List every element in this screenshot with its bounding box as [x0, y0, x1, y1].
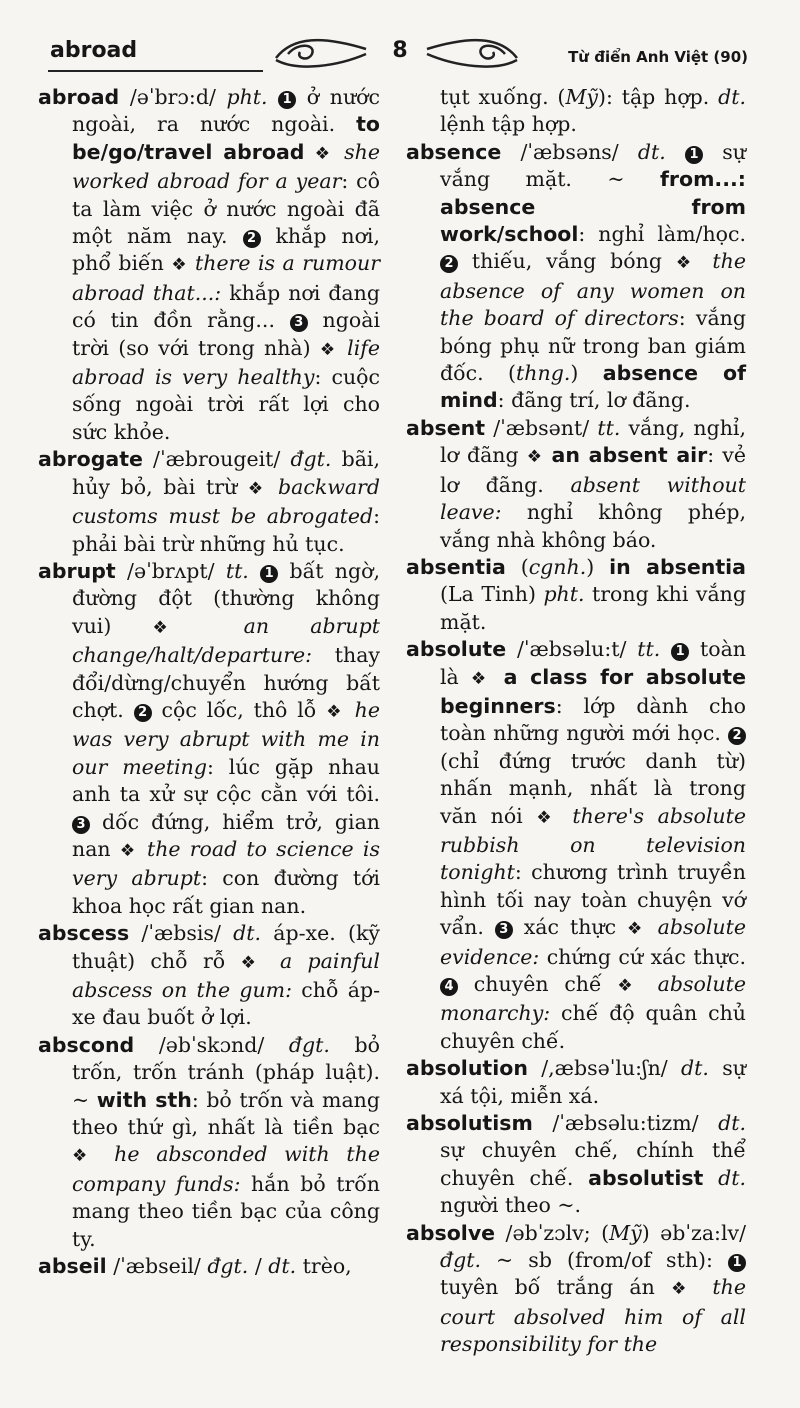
text	[696, 1275, 712, 1299]
sense-number-icon: 2	[134, 704, 152, 722]
entry-absolutism	[406, 1110, 746, 1220]
example-marker-icon: ❖	[247, 478, 268, 499]
text: khắp nơi, phổ biến	[72, 224, 381, 276]
text: /	[248, 1254, 269, 1279]
text: ) əbˈza:lv/	[641, 1220, 746, 1245]
italic-text: Mỹ	[609, 1220, 642, 1245]
example-marker-icon: ❖	[119, 840, 138, 861]
italic-text: cgnh.	[528, 554, 587, 579]
text: người theo ~.	[440, 1193, 582, 1218]
text: tụt xuống. (	[440, 85, 566, 109]
italic-text: Mỹ	[565, 85, 599, 109]
text: : cô ta làm việc ở nước ngoài đã một năm nay.	[72, 169, 380, 249]
sense-number-icon: 3	[72, 816, 90, 834]
text: trong khi vắng mặt.	[440, 582, 746, 634]
text: trèo,	[296, 1254, 352, 1279]
italic-text: thng.	[516, 361, 571, 386]
example-marker-icon: ❖	[536, 807, 559, 828]
sense-number-icon: 3	[290, 314, 308, 332]
italic-text: tt.	[637, 637, 661, 662]
headword: absentia	[406, 554, 506, 579]
italic-text: life abroad is very healthy	[72, 335, 380, 390]
text: : chương trình truyền hình tối nay toàn chuyện vớ vẩn.	[440, 860, 746, 940]
text: tuyên bố trắng án	[440, 1275, 672, 1300]
headword: absolve	[406, 1220, 496, 1245]
text: bất ngờ, đường đột (thường không vui)	[72, 558, 380, 638]
text: chỗ áp-xe đau buốt ở lợi.	[72, 978, 381, 1030]
text: /ˈæbsənt/	[485, 415, 598, 440]
sense-number-icon: 1	[728, 1254, 746, 1272]
italic-text: dt.	[718, 85, 746, 109]
example-marker-icon: ❖	[319, 339, 338, 360]
sense-number-icon: 1	[278, 91, 296, 109]
text	[249, 559, 260, 583]
example-marker-icon: ❖	[152, 617, 203, 638]
text: áp-xe. (kỹ thuật) chỗ rỗ	[72, 921, 380, 973]
sense-number-icon: 2	[440, 255, 458, 273]
text: /əbˈskɔnd/	[134, 1032, 289, 1057]
entry-abrupt	[38, 558, 380, 920]
text: xác thực	[512, 915, 628, 940]
header-rule	[48, 70, 263, 72]
text: sự xá tội, miễn xá.	[440, 1056, 746, 1108]
italic-text: he absconded with the company funds:	[72, 1142, 380, 1196]
italic-text: đgt.	[207, 1254, 249, 1279]
text	[666, 140, 685, 164]
text	[188, 251, 195, 275]
text	[97, 1142, 114, 1166]
italic-text: an abrupt change/halt/departure:	[72, 613, 380, 668]
text	[338, 336, 347, 360]
text: /əbˈzɔlv; (	[495, 1220, 610, 1245]
italic-text: a painful abscess on the gum:	[72, 948, 380, 1002]
text: : vẻ lơ đãng.	[440, 443, 746, 497]
example-marker-icon: ❖	[326, 701, 345, 722]
text: lệnh tập hợp.	[440, 112, 577, 137]
sense-number-icon: 1	[685, 146, 703, 164]
left-ornament-icon	[268, 32, 378, 72]
italic-text: the road to science is very abrupt	[72, 836, 380, 891]
text: sự vắng mặt. ~	[440, 139, 746, 192]
italic-text: pht.	[543, 582, 585, 607]
text: (	[505, 554, 529, 579]
headword: abrogate	[38, 447, 143, 472]
italic-text: he was very abrupt with me in our meeting	[72, 697, 380, 779]
italic-text: pht.	[226, 85, 268, 109]
text: /ˈæbsəns/	[501, 139, 638, 164]
headword: absence	[406, 139, 502, 164]
text: : phải bài trừ những hủ tục.	[72, 504, 380, 556]
text: chuyên chế	[458, 972, 618, 996]
italic-text: tt.	[597, 415, 621, 440]
text	[543, 443, 551, 467]
bold-phrase: absence of mind	[440, 361, 747, 413]
headword: abseil	[38, 1254, 107, 1279]
text: hắn bỏ trốn mang theo tiền bạc của công ty.	[72, 1171, 380, 1251]
text: /,æbsəˈlu:ʃn/	[527, 1056, 682, 1081]
text: ~ sb (from/of sth):	[481, 1248, 728, 1273]
text: : lúc gặp nhau anh ta xử sự cộc cằn với tôi.	[72, 754, 380, 807]
example-marker-icon: ❖	[671, 1279, 697, 1300]
text: cộc lốc, thô lỗ	[151, 697, 327, 722]
sense-number-icon: 3	[495, 921, 513, 939]
text	[703, 1166, 718, 1190]
example-marker-icon: ❖	[171, 255, 188, 276]
text: /ˈæbrougeit/	[142, 447, 291, 472]
text: bãi, hủy bỏ, bài trừ	[72, 447, 380, 499]
sense-number-icon: 4	[440, 978, 458, 996]
right-ornament-icon	[415, 32, 525, 72]
entry-abroad	[38, 84, 380, 446]
headword: abrupt	[38, 558, 116, 583]
text: dốc đứng, hiểm trở, gian nan	[72, 809, 380, 861]
page-number: 8	[392, 38, 408, 63]
headword: abroad	[38, 85, 120, 109]
example-marker-icon: ❖	[314, 143, 334, 164]
text: ở nước ngoài, ra nước ngoài.	[72, 85, 380, 137]
text	[267, 475, 278, 499]
book-title: Từ điển Anh Việt (90)	[568, 48, 748, 66]
entry-abseil	[38, 1253, 380, 1280]
text: bỏ trốn, trốn tránh (pháp luật). ~	[72, 1032, 380, 1112]
sense-number-icon: 2	[243, 230, 261, 248]
entry-absolve	[406, 1220, 746, 1359]
right-column	[406, 84, 746, 1359]
text: : cuộc sống ngoài trời rất lợi cho sức khỏe.	[72, 365, 380, 444]
text: )	[570, 361, 603, 386]
sense-number-icon: 1	[671, 643, 689, 661]
text: vắng, nghỉ, lơ đãng	[440, 415, 747, 468]
bold-phrase: absolutist	[588, 1165, 704, 1190]
headword: abscond	[38, 1032, 135, 1057]
text: sự chuyên chế, chính thể chuyên chế.	[440, 1138, 746, 1190]
entry-absent	[406, 415, 746, 554]
italic-text: dt.	[268, 1254, 297, 1279]
italic-text: tt.	[225, 558, 249, 583]
bold-phrase: with sth	[96, 1087, 192, 1112]
text: : bỏ trốn và mang theo thứ gì, nhất là tiền bạc	[72, 1087, 380, 1140]
italic-text: the absence of any women on the board of directors	[440, 249, 746, 331]
text: : vắng bóng phụ nữ trong ban giám đốc. (	[440, 306, 746, 386]
italic-text: đgt.	[440, 1248, 481, 1273]
example-marker-icon: ❖	[526, 447, 544, 468]
italic-text: dt.	[681, 1056, 709, 1081]
italic-text: dt.	[233, 921, 262, 946]
headword: absent	[406, 415, 486, 440]
entry-abscond	[38, 1032, 380, 1253]
text: ngoài trời (so với trong nhà)	[72, 308, 381, 360]
text: (chỉ đứng trước danh từ) nhấn mạnh, nhất là trong văn nói	[440, 748, 746, 828]
italic-text: there's absolute rubbish on television tonight	[440, 803, 746, 885]
text: /ˈæbsəlu:t/	[506, 637, 638, 662]
entry-abrogate	[38, 446, 380, 558]
italic-text: absent without leave:	[440, 472, 746, 525]
bold-phrase: an absent air	[551, 443, 708, 468]
italic-text: đgt.	[288, 1032, 330, 1057]
headword: absolute	[406, 637, 507, 662]
text: /ˈæbsis/	[129, 921, 234, 946]
text	[699, 249, 713, 273]
entry-absentia	[406, 554, 746, 636]
sense-number-icon: 2	[728, 727, 746, 745]
italic-text: she worked abroad for a year	[72, 139, 380, 194]
sense-number-icon: 1	[260, 565, 278, 583]
text: : đãng trí, lơ đãng.	[497, 388, 691, 413]
entry-abscess	[38, 920, 380, 1032]
italic-text: absolute evidence:	[440, 915, 746, 969]
text: : lớp dành cho toàn những người mới học.	[440, 693, 746, 746]
example-marker-icon: ❖	[470, 668, 492, 689]
text	[642, 972, 658, 996]
text	[492, 665, 504, 689]
italic-text: dt.	[718, 1165, 746, 1190]
entry-absolution	[406, 1055, 746, 1110]
text	[265, 949, 280, 973]
text: thay đổi/dừng/chuyển hướng bất chợt.	[72, 643, 380, 722]
entry-abseil-continued	[406, 84, 746, 139]
text	[304, 140, 314, 164]
text	[559, 804, 573, 828]
left-column	[38, 84, 380, 1280]
text: ): tập hợp.	[598, 85, 719, 109]
example-marker-icon: ❖	[240, 952, 265, 973]
example-marker-icon: ❖	[617, 976, 642, 996]
page-header	[0, 30, 800, 80]
text	[138, 837, 147, 861]
bold-phrase: from...: absence from work/school	[440, 167, 746, 247]
headword: abscess	[38, 921, 130, 946]
italic-text: absolute monarchy:	[440, 972, 746, 1026]
text: khắp nơi đang có tin đồn rằng...	[72, 280, 380, 333]
bold-phrase: in absentia	[609, 554, 746, 579]
text: /ˈæbseil/	[106, 1254, 208, 1279]
text: toàn là	[440, 637, 746, 689]
text: thiếu, vắng bóng	[458, 249, 676, 274]
example-marker-icon: ❖	[627, 919, 647, 940]
entry-absence	[406, 139, 746, 415]
text	[334, 140, 344, 164]
text	[345, 698, 355, 722]
italic-text: backward customs must be abrogated	[72, 474, 380, 529]
text: chế độ quân chủ chuyên chế.	[440, 1001, 746, 1053]
italic-text: the court absolved him of all responsibility for the	[440, 1275, 746, 1357]
text: /ˈæbsəlu:tizm/	[532, 1111, 719, 1136]
text: (La Tinh)	[440, 582, 544, 607]
text: /əˈbrʌpt/	[115, 558, 226, 583]
italic-text: there is a rumour abroad that...:	[72, 251, 380, 305]
headword: absolutism	[406, 1111, 533, 1136]
example-marker-icon: ❖	[675, 253, 699, 274]
text	[647, 915, 658, 939]
italic-text: dt.	[637, 139, 666, 164]
headword: absolution	[406, 1056, 528, 1081]
text: nghỉ không phép, vắng nhà không báo.	[440, 500, 746, 552]
running-head: abroad	[50, 38, 138, 63]
text: : con đường tới khoa học rất gian nan.	[72, 866, 380, 918]
example-marker-icon: ❖	[72, 1146, 98, 1167]
text: )	[586, 554, 610, 579]
bold-phrase: to be/go/travel abroad	[72, 112, 380, 164]
text: /əˈbrɔ:d/	[119, 85, 227, 109]
bold-phrase: a class for absolute beginners	[440, 664, 746, 718]
text	[202, 614, 243, 638]
entry-absolute	[406, 636, 746, 1055]
text: chứng cứ xác thực.	[539, 944, 746, 969]
italic-text: đgt.	[290, 447, 332, 472]
text	[660, 637, 671, 661]
italic-text: dt.	[718, 1111, 746, 1136]
text	[268, 85, 279, 109]
text: : nghỉ làm/học.	[578, 222, 746, 247]
